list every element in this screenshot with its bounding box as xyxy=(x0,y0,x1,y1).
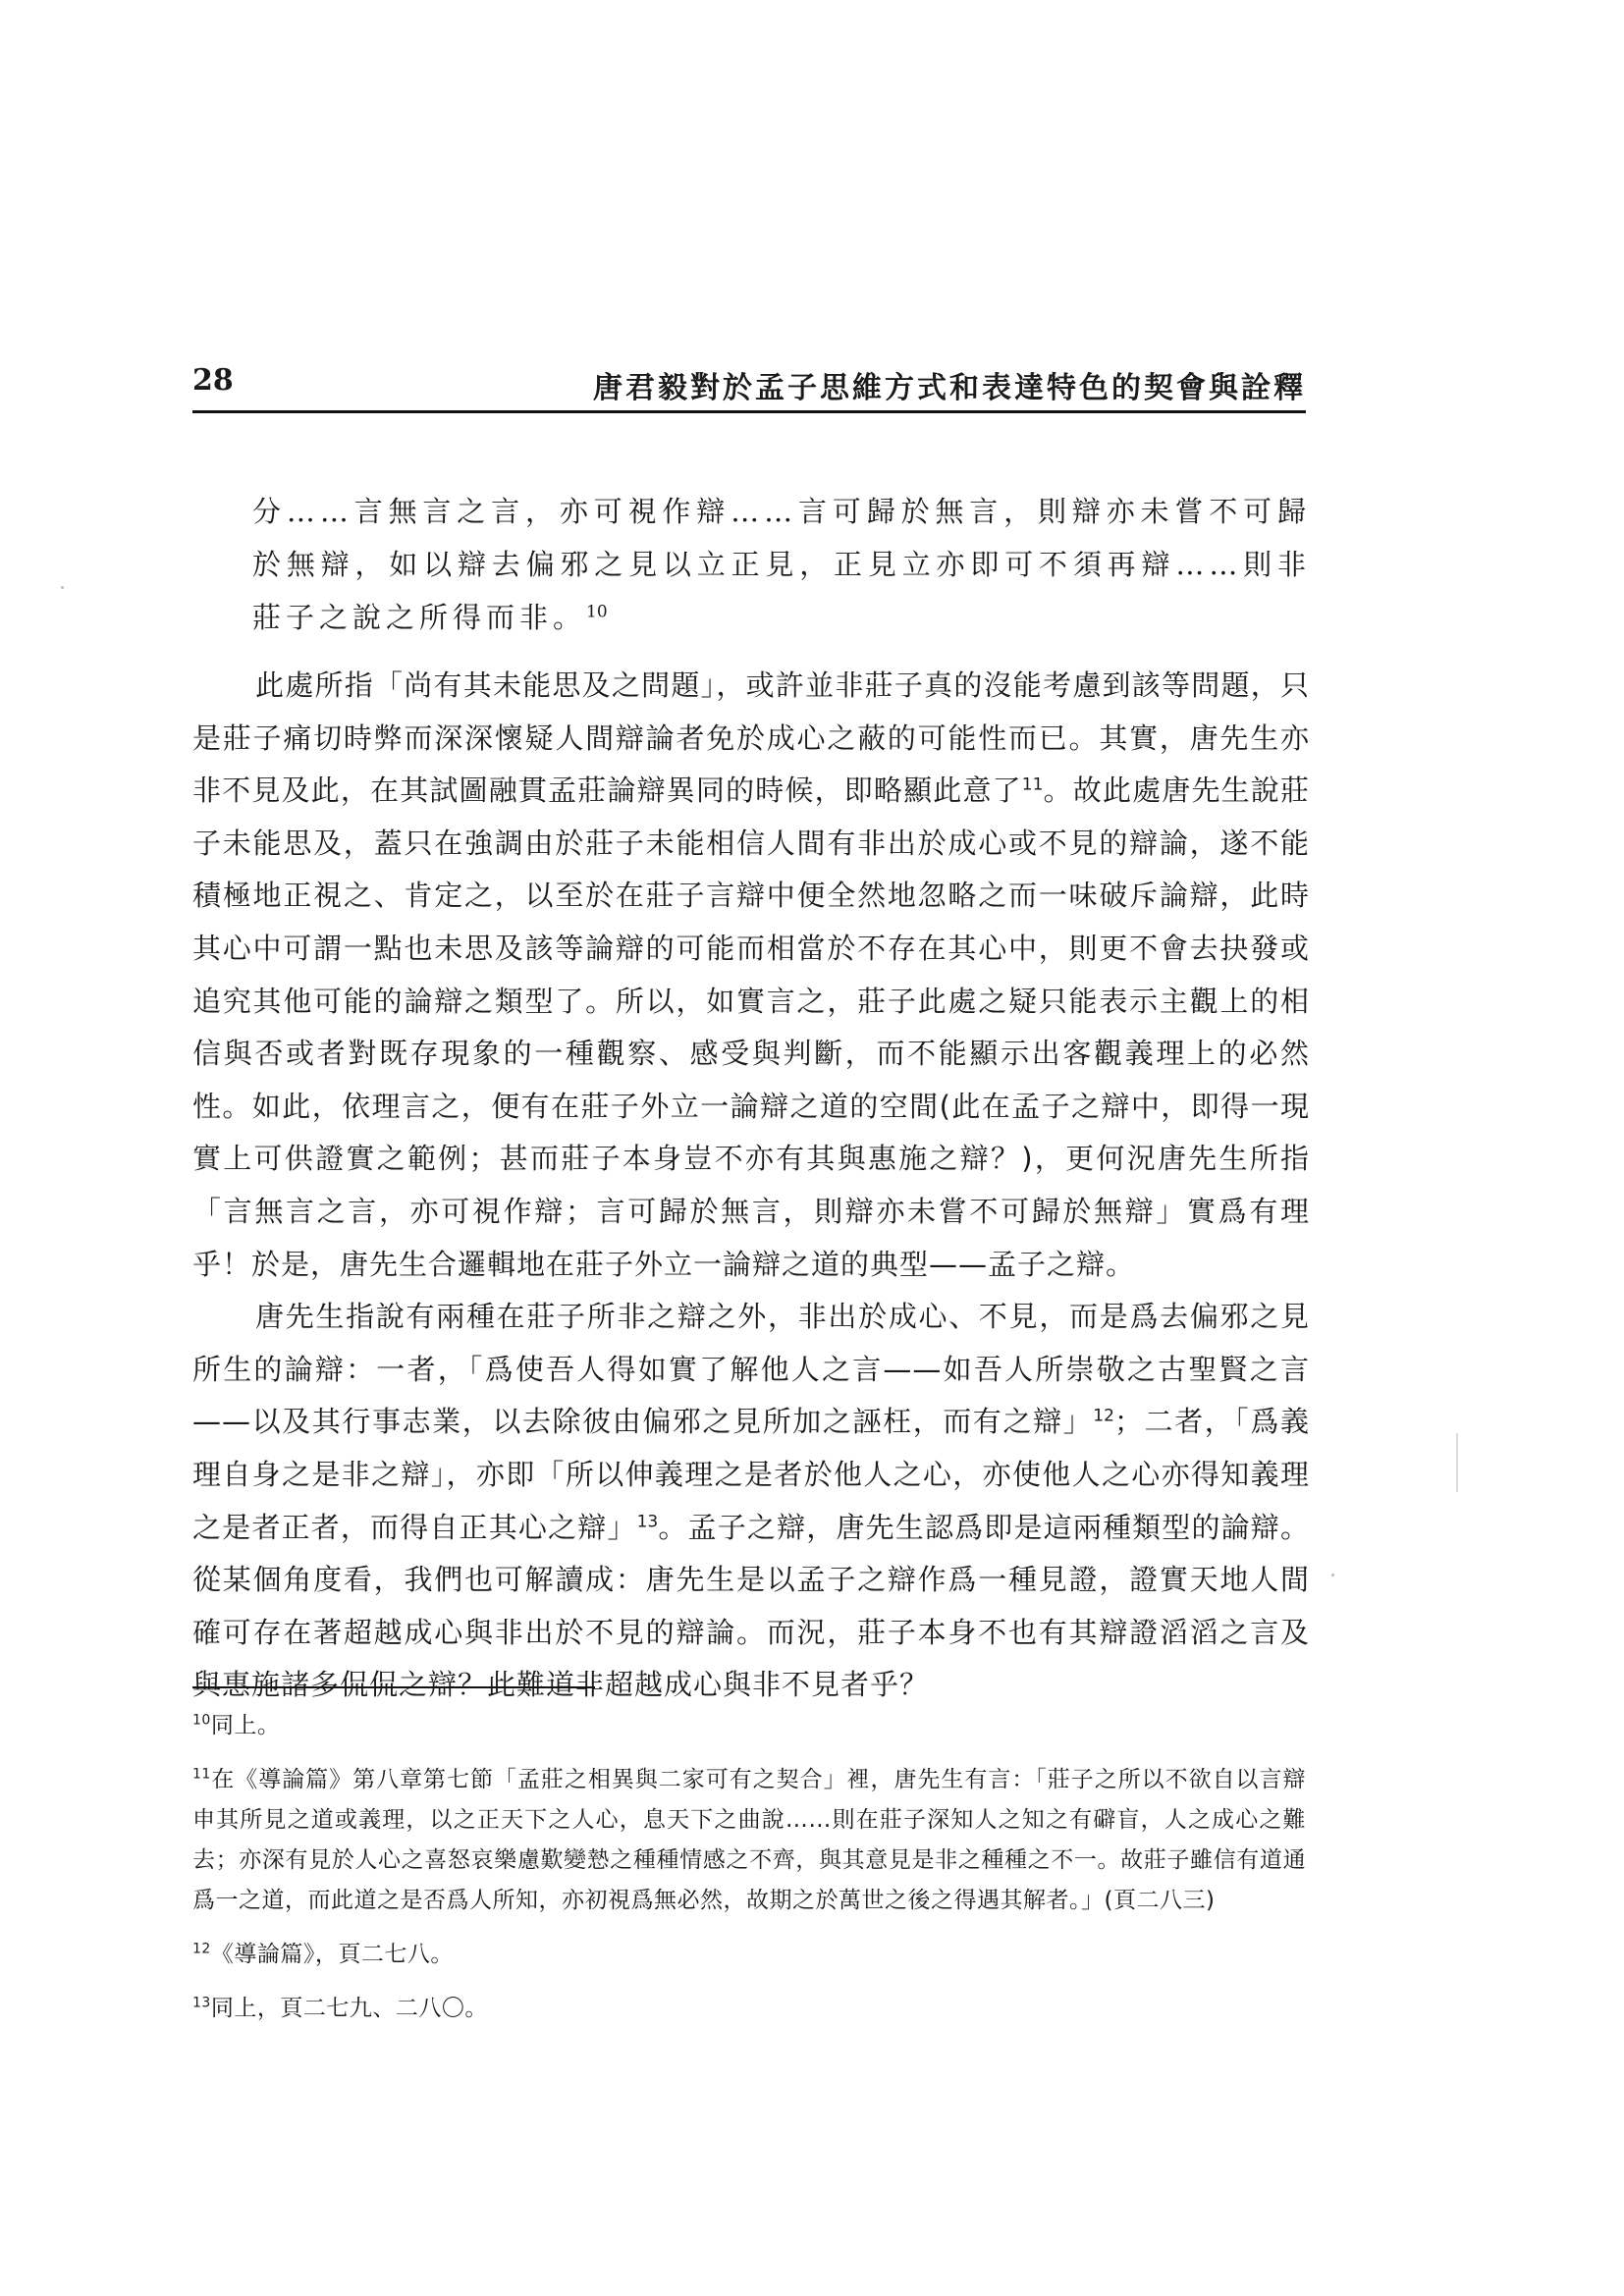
scan-speck xyxy=(61,586,64,589)
header-rule xyxy=(192,410,1306,413)
running-title: 唐君毅對於孟子思維方式和表達特色的契會與詮釋 xyxy=(593,371,1306,405)
footnote-ref-13: 13 xyxy=(636,1511,659,1531)
footnote-mark: 13 xyxy=(192,1995,211,2011)
paragraph-1-part-a: 此處所指「尚有其未能思及之問題」，或許並非莊子真的沒能考慮到該等問題，只是莊子痛切時弊而深深懷疑人間辯論者免於成心之蔽的可能性而已。其實，唐先生亦非不見及此，在其試圖融貫孟莊論辯異同的時候，即略顯此意了 xyxy=(192,668,1310,808)
footnote-text: 《導論篇》，頁二七八。 xyxy=(210,1942,454,1967)
scan-speck xyxy=(1331,1574,1334,1576)
paragraph-2-part-a: 唐先生指說有兩種在莊子所非之辯之外，非出於成心、不見，而是爲去偏邪之見所生的論辯：一者，「爲使吾人得如實了解他人之言——如吾人所崇敬之古聖賢之言——以及其行事志業，以去除彼由偏邪之見所加之誣枉，而有之辯」 xyxy=(192,1300,1310,1439)
paragraph-2-part-c: 。孟子之辯，唐先生認爲即是這兩種類型的論辯。從某個角度看，我們也可解讀成：唐先生是以孟子之辯作爲一種見證，證實天地人間確可存在著超越成心與非出於不見的辯論。而況，莊子本身不也有其辯證滔滔之言及與惠施諸多侃侃之辯？此難道非超越成心與非不見者乎？ xyxy=(192,1510,1310,1702)
footnote-text: 同上。 xyxy=(210,1713,281,1738)
paragraph-2 xyxy=(192,1291,1310,1712)
footnotes xyxy=(192,1706,1306,2043)
main-text xyxy=(192,660,1310,1712)
paragraph-1 xyxy=(192,660,1310,1291)
footnote-separator xyxy=(192,1686,595,1688)
block-quote xyxy=(252,485,1311,644)
footnote-ref-11: 11 xyxy=(1021,774,1044,795)
footnote-ref-12: 12 xyxy=(1093,1406,1114,1426)
paragraph-2-part-b: ；二者，「爲義理自身之是非之辯」，亦即「所以伸義理之是者於他人之心，亦使他人之心亦得知義理之是者正者，而得自正其心之辯」 xyxy=(192,1405,1310,1544)
footnote-mark: 10 xyxy=(192,1712,211,1729)
footnote-item xyxy=(192,1989,1306,2029)
page-header xyxy=(192,359,1306,408)
paragraph-1-part-b: 。故此處唐先生說莊子未能思及，蓋只在強調由於莊子未能相信人間有非出於成心或不見的辯論，遂不能積極地正視之、肯定之，以至於在莊子言辯中便全然地忽略之而一味破斥論辯，此時其心中可謂一點也未思及該等論辯的可能而相當於不存在其心中，則更不會去抉發或追究其他可能的論辯之類型了。所以，如實言之，莊子此處之疑只能表示主觀上的相信與否或者對既存現象的一種觀察、感受與判斷，而不能顯示出客觀義理上的必然性。如此，依理言之，便有在莊子外立一論辯之道的空間(此在孟子之辯中，即得一現實上可供證實之範例；甚而莊子本身豈不亦有其與惠施之辯？)，更何況唐先生所指「言無言之言，亦可視作辯；言可歸於無言，則辯亦未嘗不可歸於無辯」實爲有理乎！於是，唐先生合邏輯地在莊子外立一論辯之道的典型——孟子之辯。 xyxy=(192,774,1310,1281)
footnote-ref-10: 10 xyxy=(586,602,608,622)
scan-speck xyxy=(1456,1433,1458,1492)
page-number: 28 xyxy=(192,363,234,398)
footnote-item xyxy=(192,1706,1306,1746)
block-quote-text: 分……言無言之言，亦可視作辯……言可歸於無言，則辯亦未嘗不可歸於無辯，如以辯去偏邪之見以立正見，正見立亦即可不須再辯……則非莊子之說之所得而非。 xyxy=(252,495,1311,634)
footnote-mark: 11 xyxy=(192,1766,211,1783)
footnote-mark: 12 xyxy=(192,1941,211,1957)
footnote-item xyxy=(192,1760,1306,1921)
footnote-text: 同上，頁二七九、二八〇。 xyxy=(210,1996,488,2021)
footnote-text: 在《導論篇》第八章第七節「孟莊之相異與二家可有之契合」裡，唐先生有言：「莊子之所以不欲自以言辯申其所見之道或義理，以之正天下之人心，息天下之曲說……則在莊子深知人之知之有礔盲，人之成心之難去；亦深有見於人心之喜怒哀樂慮歎變慹之種種情感之不齊，與其意見是非之種種之不一。故莊子雖信有道通爲一之道，而此道之是否爲人所知，亦初視爲無必然，故期之於萬世之後之得遇其解者。」(頁二八三) xyxy=(192,1767,1306,1913)
footnote-item xyxy=(192,1935,1306,1975)
